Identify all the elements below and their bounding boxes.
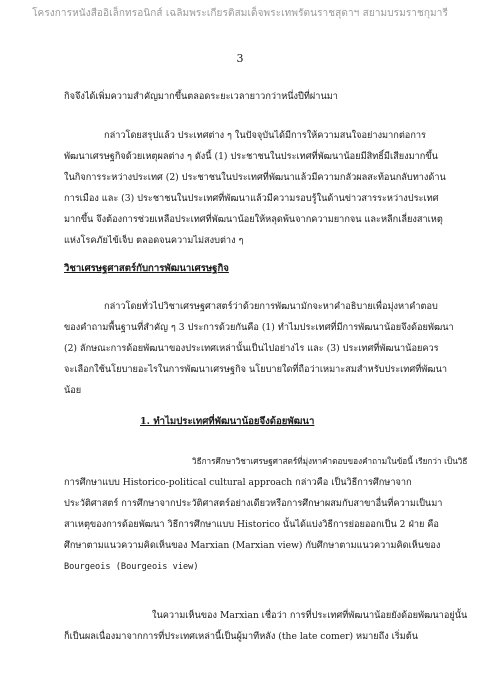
paragraph-line: กล่าวโดยทั่วไปวิชาเศรษฐศาสตร์ว่าด้วยการพัฒนามักจะหาคำอธิบายเพื่อมุ่งหาคำตอบ xyxy=(104,301,438,312)
paragraph-line: มากขึ้น จึงต้องการช่วยเหลือประเทศที่พัฒนาน้อยให้หลุดพ้นจากความยากจน และหลีกเลี่ยงสาเหตุ xyxy=(64,214,443,225)
paragraph-line: การเมือง และ (3) ประชาชนในประเทศที่พัฒนาแล้วมีความรอบรู้ในด้านข่าวสารระหว่างประเทศ xyxy=(64,193,439,204)
paragraph-line: (2) ลักษณะการด้อยพัฒนาของประเทศเหล่านั้นเป็นไปอย่างไร และ (3) ประเทศที่พัฒนาน้อยควร xyxy=(64,343,439,354)
page-number: 3 xyxy=(236,52,244,65)
section-heading: วิชาเศรษฐศาสตร์กับการพัฒนาเศรษฐกิจ xyxy=(64,263,229,274)
paragraph-line: กล่าวโดยสรุปแล้ว ประเทศต่าง ๆ ในปัจจุบันได้มีการให้ความสนใจอย่างมากต่อการ xyxy=(104,130,426,141)
paragraph-line: Bourgeois (Bourgeois view) xyxy=(64,562,199,572)
paragraph-line: กิจจึงได้เพิ่มความสำคัญมากขึ้นตลอดระยะเวลายาวกว่าหนึ่งปีที่ผ่านมา xyxy=(64,91,338,102)
page-header: โครงการหนังสืออิเล็กทรอนิกส์ เฉลิมพระเกียรติสมเด็จพระเทพรัตนราชสุดาฯ สยามบรมราชกุมารี xyxy=(32,8,448,19)
paragraph-line: พัฒนาเศรษฐกิจด้วยเหตุผลต่าง ๆ ดังนี้ (1) ประชาชนในประเทศที่พัฒนาน้อยมีสิทธิ์มีเสียงมากขึ้น xyxy=(64,151,438,162)
paragraph-line: น้อย xyxy=(64,385,82,396)
paragraph-line: ในความเห็นของ Marxian เชื่อว่า การที่ประเทศที่พัฒนาน้อยยังด้อยพัฒนาอยู่นั้น xyxy=(152,610,468,621)
paragraph-line: ของคำถามพื้นฐานที่สำคัญ ๆ 3 ประการด้วยกันคือ (1) ทำไมประเทศที่มีการพัฒนาน้อยจึงด้อยพัฒนา xyxy=(64,322,454,333)
paragraph-line: แห่งโรคภัยไข้เจ็บ ตลอดจนความไม่สงบต่าง ๆ xyxy=(64,235,244,246)
paragraph-line: การศึกษาแบบ Historico-political cultural approach กล่าวคือ เป็นวิธีการศึกษาจาก xyxy=(64,477,412,488)
paragraph-line: ประวัติศาสตร์ การศึกษาจากประวัติศาสตร์อย่างเดียวหรือการศึกษาผสมกับสาขาอื่นที่ความเป็นมา xyxy=(64,498,443,509)
paragraph-line: วิธีการศึกษาวิชาเศรษฐศาสตร์ที่มุ่งหาคำตอบของคำถามในข้อนี้ เรียกว่า เป็นวิธี xyxy=(192,456,468,466)
paragraph-line: ก็เป็นผลเนื่องมาจากการที่ประเทศเหล่านี้เป็นผู้มาทีหลัง (the late comer) หมายถึง เริ่มต้น xyxy=(64,631,419,642)
paragraph-line: จะเลือกใช้นโยบายอะไรในการพัฒนาเศรษฐกิจ นโยบายใดที่ถือว่าเหมาะสมสำหรับประเทศที่พัฒนา xyxy=(64,364,448,375)
paragraph-line: สาเหตุของการด้อยพัฒนา วิธีการศึกษาแบบ Historico นั้นได้แบ่งวิธีการย่อยออกเป็น 2 ฝ่าย คือ xyxy=(64,519,439,530)
paragraph-line: ในกิจการระหว่างประเทศ (2) ประชาชนในประเทศที่พัฒนาแล้วมีความกลัวผลสะท้อนกลับทางด้าน xyxy=(64,172,446,183)
subsection-heading: 1. ทำไมประเทศที่พัฒนาน้อยจึงด้อยพัฒนา xyxy=(140,416,315,427)
paragraph-line: ศึกษาตามแนวความคิดเห็นของ Marxian (Marxian view) กับศึกษาตามแนวความคิดเห็นของ xyxy=(64,540,441,551)
